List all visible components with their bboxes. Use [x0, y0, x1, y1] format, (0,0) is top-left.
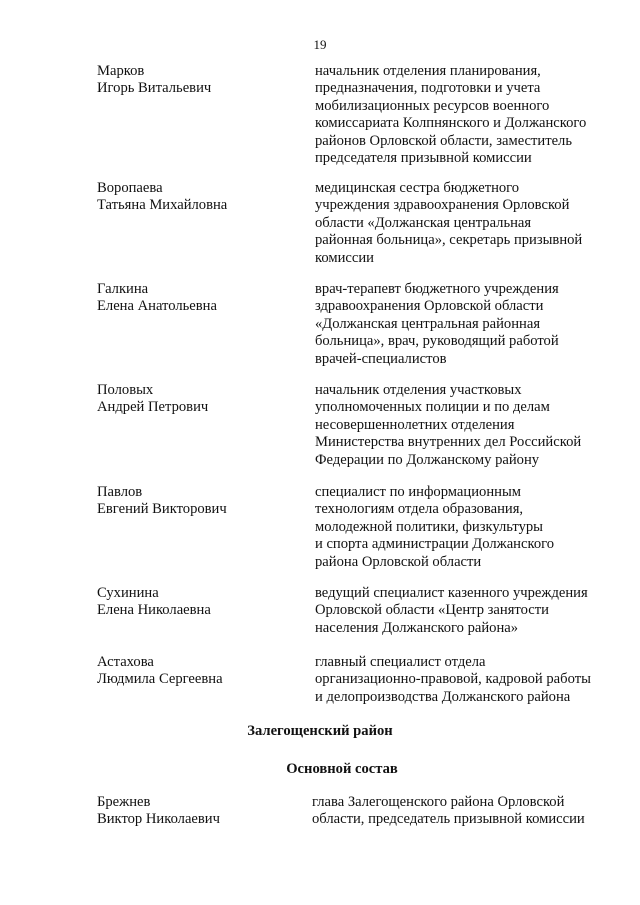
member-position [315, 63, 625, 167]
member-name [97, 484, 297, 519]
member-given-names: Татьяна Михайловна [97, 197, 228, 214]
position-line: несовершеннолетних отделения [315, 416, 515, 433]
member-position [315, 585, 625, 637]
member-surname: Марков [97, 63, 145, 79]
member-surname: Брежнев [97, 794, 151, 810]
member-surname: Галкина [97, 281, 149, 297]
position-line: Орловской области «Центр занятости [315, 602, 549, 619]
position-line: ведущий специалист казенного учреждения [315, 585, 588, 601]
member-surname: Астахова [97, 654, 154, 670]
position-line: районов Орловской области, заместитель [315, 132, 572, 149]
member-position [312, 794, 622, 829]
position-line: врачей-специалистов [315, 350, 447, 367]
member-name [97, 281, 297, 316]
member-name [97, 180, 297, 215]
position-line: предназначения, подготовки и учета [315, 80, 541, 97]
position-line: области «Должанская центральная [315, 214, 532, 231]
member-given-names: Елена Анатольевна [97, 298, 217, 315]
position-line: организационно-правовой, кадровой работы [315, 671, 591, 688]
position-line: населения Должанского района» [315, 619, 519, 636]
position-line: врач-терапевт бюджетного учреждения [315, 281, 559, 297]
member-position [315, 382, 625, 469]
member-given-names: Евгений Викторович [97, 501, 227, 518]
position-line: специалист по информационным [315, 484, 521, 500]
member-given-names: Андрей Петрович [97, 399, 209, 416]
page-number: 19 [313, 37, 327, 52]
position-line: районная больница», секретарь призывной [315, 232, 583, 249]
position-line: здравоохранения Орловской области [315, 298, 544, 315]
member-name [97, 63, 297, 98]
position-line: председателя призывной комиссии [315, 150, 532, 167]
position-line: области, председатель призывной комиссии [312, 811, 585, 828]
member-name [97, 585, 297, 620]
member-given-names: Людмила Сергеевна [97, 671, 223, 688]
position-line: и делопроизводства Должанского района [315, 688, 571, 705]
position-line: района Орловской области [315, 553, 482, 570]
member-surname: Павлов [97, 484, 143, 500]
composition-heading: Основной состав [286, 761, 398, 777]
position-line: начальник отделения участковых [315, 382, 522, 398]
member-position [315, 180, 625, 267]
member-position [315, 484, 625, 571]
member-surname: Половых [97, 382, 154, 398]
position-line: главный специалист отдела [315, 654, 486, 670]
position-line: глава Залегощенского района Орловской [312, 794, 565, 810]
position-line: Федерации по Должанскому району [315, 451, 540, 468]
district-heading: Залегощенский район [247, 723, 393, 739]
position-line: мобилизационных ресурсов военного [315, 97, 550, 114]
position-line: технологиям отдела образования, [315, 501, 524, 518]
member-given-names: Елена Николаевна [97, 602, 211, 619]
position-line: «Должанская центральная районная [315, 315, 541, 332]
member-position [315, 281, 625, 368]
position-line: Министерства внутренних дел Российской [315, 434, 582, 451]
member-surname: Сухинина [97, 585, 159, 601]
position-line: учреждения здравоохранения Орловской [315, 197, 570, 214]
position-line: начальник отделения планирования, [315, 63, 541, 79]
member-given-names: Игорь Витальевич [97, 80, 212, 97]
member-position [315, 654, 625, 706]
position-line: уполномоченных полиции и по делам [315, 399, 550, 416]
member-surname: Воропаева [97, 180, 163, 196]
position-line: комиссии [315, 249, 374, 266]
member-name [97, 382, 297, 417]
position-line: больница», врач, руководящий работой [315, 333, 559, 350]
position-line: медицинская сестра бюджетного [315, 180, 520, 196]
position-line: молодежной политики, физкультуры [315, 518, 543, 535]
position-line: комиссариата Колпнянского и Должанского [315, 115, 587, 132]
member-given-names: Виктор Николаевич [97, 811, 220, 828]
member-name [97, 654, 297, 689]
member-name [97, 794, 297, 829]
position-line: и спорта администрации Должанского [315, 536, 555, 553]
